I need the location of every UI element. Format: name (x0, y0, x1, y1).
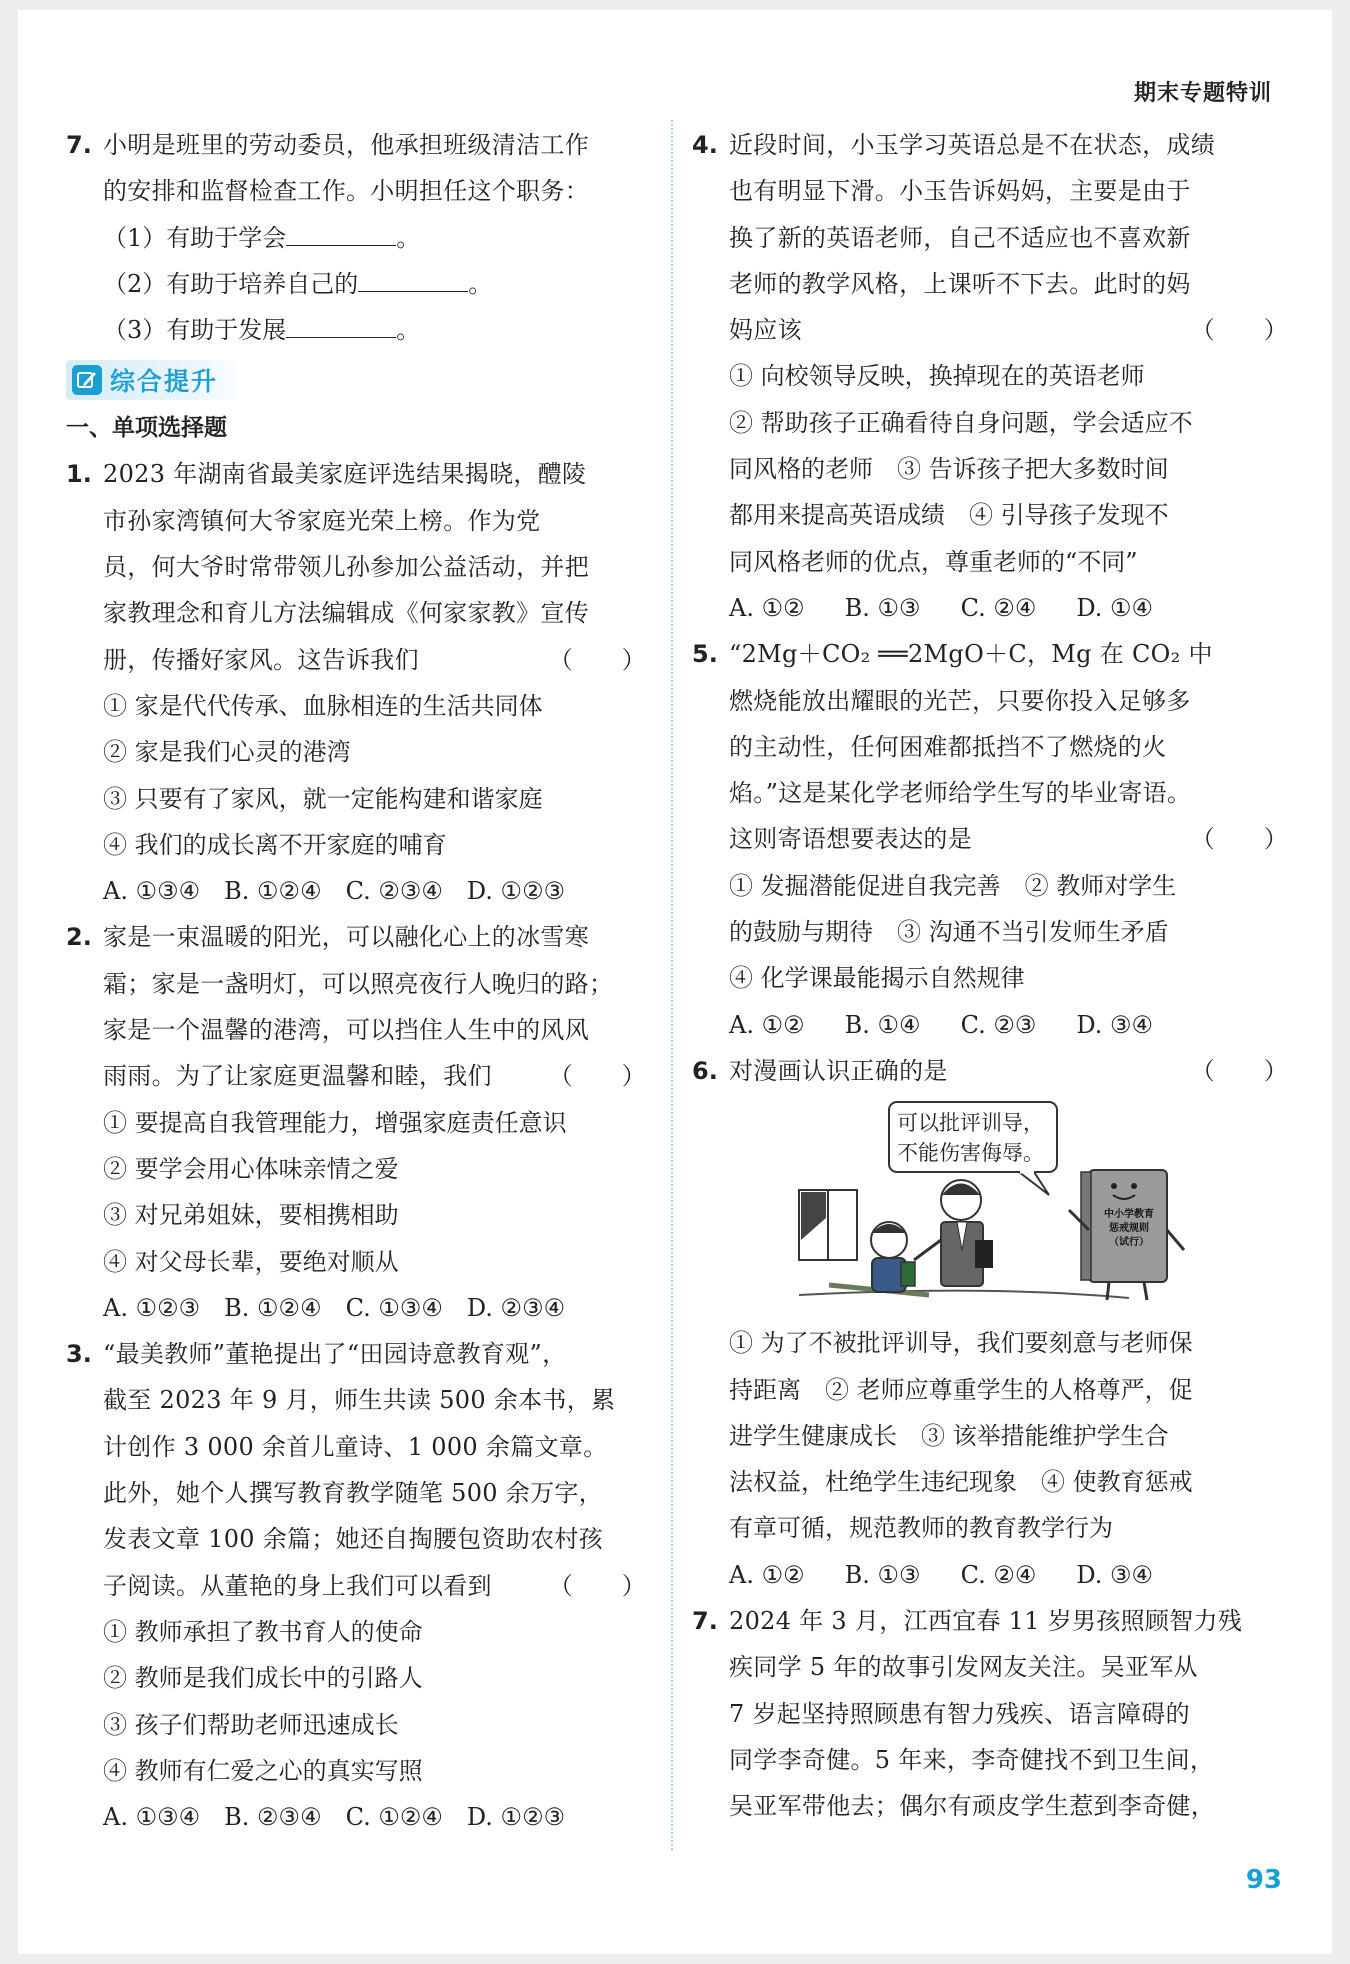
stem-line: 这则寄语想要表达的是 （ ） (729, 816, 1288, 862)
page-number: 93 (1245, 1865, 1282, 1895)
stem-line: 此外，她个人撰写教育教学随笔 500 余万字， (103, 1479, 603, 1508)
question-number: 2. (66, 923, 92, 952)
fill-item: （2）有助于培养自己的 。 (103, 269, 493, 298)
question-number: 7. (692, 1607, 718, 1636)
answer-options (66, 868, 646, 914)
right-column (692, 122, 1288, 1830)
stem-line: 雨雨。为了让家庭更温馨和睦，我们 （ ） (103, 1053, 646, 1099)
question-1 (66, 451, 646, 914)
book-title-line: 中小学教育 (1104, 1209, 1154, 1221)
option-c[interactable]: C. ①②④ (345, 1803, 443, 1832)
answer-parentheses[interactable]: （ ） (548, 1571, 646, 1600)
question-number: 6. (692, 1056, 718, 1085)
answer-options (692, 585, 1288, 631)
subsection-title: 一、单项选择题 (66, 415, 227, 442)
option-d[interactable]: D. ①②③ (466, 877, 566, 906)
option-d[interactable]: D. ①②③ (466, 1803, 566, 1832)
stem-line: 焰。”这是某化学老师给学生写的毕业寄语。 (729, 779, 1192, 808)
answer-parentheses[interactable]: （ ） (1190, 316, 1288, 345)
choice-statement: 法权益，杜绝学生违纪现象 ④ 使教育惩戒 (729, 1468, 1193, 1497)
question-7-right (692, 1598, 1288, 1829)
stem-line: 子阅读。从董艳的身上我们可以看到 （ ） (103, 1563, 646, 1609)
cartoon-illustration (729, 1100, 1288, 1310)
book-cover-text (1093, 1208, 1165, 1250)
answer-options (66, 1285, 646, 1331)
choice-statement: 有章可循，规范教师的教育教学行为 (729, 1514, 1113, 1543)
stem-line: 的安排和监督检查工作。小明担任这个职务： (103, 177, 589, 206)
answer-parentheses[interactable]: （ ） (1190, 1056, 1288, 1085)
choice-statement: ④ 我们的成长离不开家庭的哺育 (103, 830, 447, 859)
option-a[interactable]: A. ①②③ (103, 1293, 201, 1322)
choice-statement: 进学生健康成长 ③ 该举措能维护学生合 (729, 1421, 1169, 1450)
choice-statement: ① 发掘潜能促进自我完善 ② 教师对学生 (729, 871, 1177, 900)
stem-line: 燃烧能放出耀眼的光芒，只要你投入足够多 (729, 686, 1191, 715)
stem-line: 对漫画认识正确的是 （ ） (729, 1048, 1288, 1094)
question-6 (692, 1048, 1288, 1598)
choice-statement: ① 为了不被批评训导，我们要刻意与老师保 (729, 1329, 1193, 1358)
choice-statement: 的鼓励与期待 ③ 沟通不当引发师生矛盾 (729, 918, 1169, 947)
choice-statement: ③ 孩子们帮助老师迅速成长 (103, 1710, 399, 1739)
stem-line: 家是一束温暖的阳光，可以融化心上的冰雪寒 (103, 923, 589, 952)
choice-statement: ④ 教师有仁爱之心的真实写照 (103, 1756, 423, 1785)
choice-statement: ① 向校领导反映，换掉现在的英语老师 (729, 362, 1145, 391)
question-number: 5. (692, 640, 718, 669)
option-b[interactable]: B. ①③ (844, 1560, 921, 1589)
stem-line: 2023 年湖南省最美家庭评选结果揭晓，醴陵 (103, 460, 587, 489)
option-c[interactable]: C. ②④ (960, 1560, 1037, 1589)
answer-options (66, 1794, 646, 1840)
book-title-line: 惩戒规则 (1109, 1223, 1149, 1235)
question-number: 3. (66, 1340, 92, 1369)
option-d[interactable]: D. ②③④ (466, 1293, 566, 1322)
answer-parentheses[interactable]: （ ） (548, 1062, 646, 1091)
question-4 (692, 122, 1288, 631)
stem-line: 老师的教学风格，上课听不下去。此时的妈 (729, 269, 1191, 298)
stem-line: 也有明显下滑。小玉告诉妈妈，主要是由于 (729, 177, 1191, 206)
column-divider (671, 120, 673, 1850)
stem-line: 霜；家是一盏明灯，可以照亮夜行人晚归的路； (103, 969, 614, 998)
choice-statement: ② 帮助孩子正确看待自身问题，学会适应不 (729, 408, 1193, 437)
stem-line: “2Mg＋CO₂ ══2MgO＋C，Mg 在 CO₂ 中 (729, 640, 1213, 669)
stem-line: “最美教师”董艳提出了“田园诗意教育观”， (103, 1340, 567, 1369)
question-2 (66, 914, 646, 1331)
stem-line: 册，传播好家风。这告诉我们 （ ） (103, 637, 646, 683)
choice-statement: ② 要学会用心体味亲情之爱 (103, 1154, 399, 1183)
choice-statement: 同风格老师的优点，尊重老师的“不同” (729, 547, 1138, 576)
left-column (66, 122, 646, 1840)
book-title-line: （试行） (1109, 1237, 1149, 1249)
choice-statement: ③ 对兄弟姐妹，要相携相助 (103, 1201, 399, 1230)
stem-line: 同学李奇健。5 年来，李奇健找不到卫生间， (729, 1745, 1215, 1774)
stem-line: 7 岁起坚持照顾患有智力残疾、语言障碍的 (729, 1699, 1190, 1728)
answer-blank[interactable] (358, 271, 468, 292)
stem-line: 计创作 3 000 余首儿童诗、1 000 余篇文章。 (103, 1432, 608, 1461)
choice-statement: 同风格的老师 ③ 告诉孩子把大多数时间 (729, 455, 1169, 484)
answer-options (692, 1552, 1288, 1598)
stem-line: 换了新的英语老师，自己不适应也不喜欢新 (729, 223, 1191, 252)
choice-statement: ② 家是我们心灵的港湾 (103, 738, 351, 767)
option-a[interactable]: A. ①③④ (103, 877, 201, 906)
stem-line: 家是一个温馨的港湾，可以挡住人生中的风风 (103, 1016, 589, 1045)
choice-statement: ① 教师承担了教书育人的使命 (103, 1617, 423, 1646)
choice-statement: ④ 化学课最能揭示自然规律 (729, 964, 1025, 993)
stem-line: 近段时间，小玉学习英语总是不在状态，成绩 (729, 131, 1215, 159)
option-c[interactable]: C. ②③ (960, 1010, 1037, 1039)
question-number: 4. (692, 131, 718, 159)
choice-statement: ① 要提高自我管理能力，增强家庭责任意识 (103, 1108, 567, 1137)
option-c[interactable]: C. ①③④ (345, 1293, 443, 1322)
fill-item: （1）有助于学会 。 (103, 223, 421, 252)
stem-line: 市孙家湾镇何大爷家庭光荣上榜。作为党 (103, 506, 541, 535)
textbook-page (18, 10, 1332, 1954)
option-a[interactable]: A. ①③④ (103, 1803, 201, 1832)
choice-statement: ① 家是代代传承、血脉相连的生活共同体 (103, 691, 543, 720)
question-5 (692, 631, 1288, 1048)
answer-blank[interactable] (286, 225, 396, 246)
option-b[interactable]: B. ①②④ (224, 877, 322, 906)
answer-options (692, 1002, 1288, 1048)
stem-line: 家教理念和育儿方法编辑成《何家家教》宣传 (103, 599, 589, 628)
stem-line: 小明是班里的劳动委员，他承担班级清洁工作 (103, 131, 589, 159)
option-d[interactable]: D. ①④ (1076, 593, 1154, 622)
question-number: 1. (66, 460, 92, 489)
choice-statement: ④ 对父母长辈，要绝对顺从 (103, 1247, 399, 1276)
answer-blank[interactable] (286, 317, 396, 338)
option-d[interactable]: D. ③④ (1076, 1010, 1154, 1039)
section-title: 综合提升 (110, 367, 219, 397)
stem-line: 2024 年 3 月，江西宜春 11 岁男孩照顾智力残 (729, 1607, 1243, 1636)
option-a[interactable]: A. ①② (729, 1560, 805, 1589)
option-d[interactable]: D. ③④ (1076, 1560, 1154, 1589)
choice-statement: ③ 只要有了家风，就一定能构建和谐家庭 (103, 784, 543, 813)
choice-statement: 持距离 ② 老师应尊重学生的人格尊严，促 (729, 1375, 1193, 1404)
choice-statement: 都用来提高英语成绩 ④ 引导孩子发现不 (729, 501, 1169, 530)
answer-parentheses[interactable]: （ ） (548, 645, 646, 674)
stem-line: 吴亚军带他去；偶尔有顽皮学生惹到李奇健， (729, 1792, 1215, 1821)
option-b[interactable]: B. ②③④ (224, 1803, 322, 1832)
stem-line: 妈应该 （ ） (729, 307, 1288, 353)
speech-bubble (897, 1108, 1044, 1168)
option-b[interactable]: B. ①④ (844, 1010, 921, 1039)
answer-parentheses[interactable]: （ ） (1190, 825, 1288, 854)
option-c[interactable]: C. ②③④ (345, 877, 443, 906)
fill-item: （3）有助于发展 。 (103, 316, 421, 345)
stem-line: 疾同学 5 年的故事引发网友关注。吴亚军从 (729, 1653, 1198, 1682)
page-header: 期末专题特训 (1133, 81, 1272, 106)
question-3 (66, 1331, 646, 1840)
choice-statement: ② 教师是我们成长中的引路人 (103, 1664, 423, 1693)
pencil-check-icon (72, 365, 102, 395)
option-c[interactable]: C. ②④ (960, 593, 1037, 622)
section-heading (66, 355, 646, 405)
question-7-left (66, 122, 646, 353)
bubble-text: 不能伤害侮辱。 (897, 1141, 1044, 1166)
stem-line: 截至 2023 年 9 月，师生共读 500 余本书，累 (103, 1386, 616, 1415)
option-a[interactable]: A. ①② (729, 593, 805, 622)
option-b[interactable]: B. ①③ (844, 593, 921, 622)
stem-line: 员，何大爷时常带领儿孙参加公益活动，并把 (103, 553, 589, 582)
bubble-text: 可以批评训导， (897, 1111, 1044, 1136)
option-b[interactable]: B. ①②④ (224, 1293, 322, 1322)
stem-line: 的主动性，任何困难都抵挡不了燃烧的火 (729, 732, 1167, 761)
question-number: 7. (66, 131, 92, 159)
stem-line: 发表文章 100 余篇；她还自掏腰包资助农村孩 (103, 1525, 603, 1554)
option-a[interactable]: A. ①② (729, 1010, 805, 1039)
